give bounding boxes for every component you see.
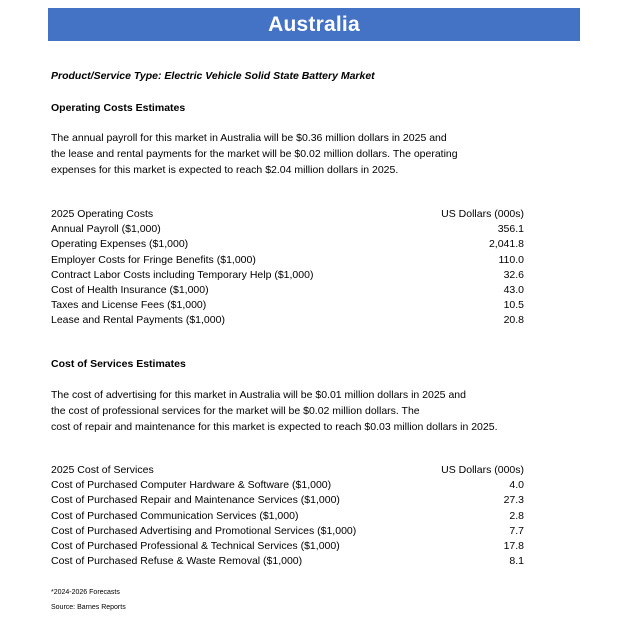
banner-title: Australia [268,12,360,36]
row-label: Cost of Purchased Refuse & Waste Removal ($1,000) [51,555,303,568]
services-paragraph-line: The cost of advertising for this market in Australia will be $0.01 million dollars in 2025 and [51,389,466,401]
services-paragraph [51,387,531,435]
row-value: 27.3 [503,494,524,507]
row-label: Employer Costs for Fringe Benefits ($1,000) [51,253,256,266]
row-label: Operating Expenses ($1,000) [51,238,189,251]
row-label: Contract Labor Costs including Temporary Help ($1,000) [51,268,314,281]
table-row [51,298,524,313]
cost-of-services-table [51,463,524,569]
row-value: 43.0 [503,283,524,296]
country-banner [48,8,580,41]
table-row [51,253,524,268]
row-label: Cost of Purchased Professional & Technical Services ($1,000) [51,539,340,552]
operating-paragraph [51,130,531,178]
table-row [51,283,524,298]
operating-paragraph-line: The annual payroll for this market in Australia will be $0.36 million dollars in 2025 and [51,132,447,144]
table-header-unit: US Dollars (000s) [441,208,524,220]
table-header-row [51,463,524,478]
row-label: Cost of Purchased Advertising and Promotional Services ($1,000) [51,524,357,537]
row-value: 356.1 [497,223,524,236]
row-value: 17.8 [503,539,524,552]
row-label: Cost of Health Insurance ($1,000) [51,283,209,296]
row-value: 8.1 [509,555,524,568]
table-row [51,313,524,328]
table-row [51,222,524,237]
row-label: Taxes and License Fees ($1,000) [51,299,207,312]
table-header-label: 2025 Cost of Services [51,464,154,476]
row-value: 10.5 [503,299,524,312]
row-label: Annual Payroll ($1,000) [51,223,161,236]
source-footnote: Source: Barnes Reports [51,604,126,611]
table-row [51,509,524,524]
services-paragraph-line: cost of repair and maintenance for this market is expected to reach $0.03 million dollars in 2025. [51,421,498,433]
table-row [51,539,524,554]
row-label: Cost of Purchased Repair and Maintenance Services ($1,000) [51,494,340,507]
table-header-label: 2025 Operating Costs [51,208,154,220]
table-row [51,524,524,539]
row-value: 4.0 [509,479,524,492]
row-value: 2,041.8 [488,238,524,251]
row-value: 2.8 [509,509,524,522]
services-paragraph-line: the cost of professional services for the market will be $0.02 million dollars. The [51,405,420,417]
forecast-footnote: *2024-2026 Forecasts [51,589,120,596]
cost-of-services-heading: Cost of Services Estimates [51,358,186,370]
table-row [51,478,524,493]
table-header-row [51,207,524,222]
row-label: Cost of Purchased Communication Services ($1,000) [51,509,299,522]
operating-paragraph-line: the lease and rental payments for the market will be $0.02 million dollars. The operating [51,148,458,160]
row-label: Lease and Rental Payments ($1,000) [51,314,225,327]
table-row [51,237,524,252]
row-value: 20.8 [503,314,524,327]
row-value: 7.7 [509,524,524,537]
operating-costs-table [51,207,524,329]
operating-paragraph-line: expenses for this market is expected to reach $2.04 million dollars in 2025. [51,164,399,176]
row-value: 110.0 [498,253,524,266]
table-row [51,268,524,283]
product-type: Product/Service Type: Electric Vehicle Solid State Battery Market [51,70,375,82]
table-row [51,493,524,508]
table-header-unit: US Dollars (000s) [441,464,524,476]
row-value: 32.6 [503,268,524,281]
table-row [51,554,524,569]
operating-costs-heading: Operating Costs Estimates [51,102,186,114]
row-label: Cost of Purchased Computer Hardware & Software ($1,000) [51,479,332,492]
